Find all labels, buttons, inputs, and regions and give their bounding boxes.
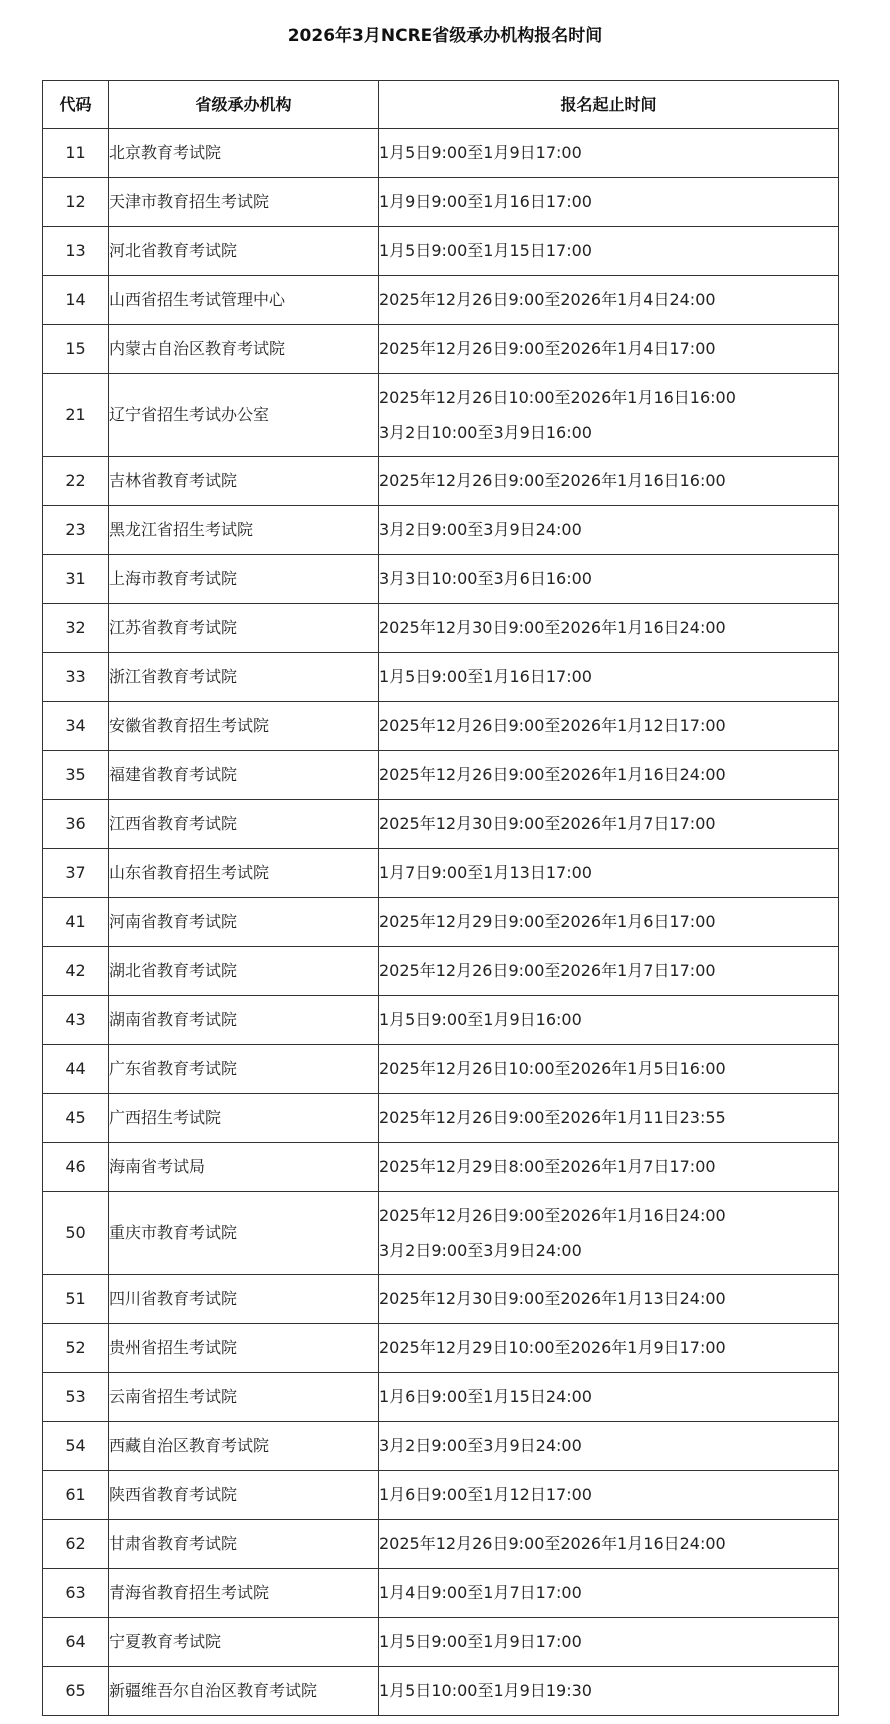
time-range: 2025年12月30日9:00至2026年1月7日17:00 — [379, 814, 716, 833]
time-range: 2025年12月26日10:00至2026年1月5日16:00 — [379, 1059, 726, 1078]
cell-code: 21 — [43, 374, 109, 457]
cell-code: 33 — [43, 653, 109, 702]
time-range: 2025年12月30日9:00至2026年1月16日24:00 — [379, 618, 726, 637]
time-range: 2025年12月26日9:00至2026年1月7日17:00 — [379, 961, 716, 980]
cell-code: 46 — [43, 1143, 109, 1192]
cell-code: 50 — [43, 1192, 109, 1275]
time-range: 1月7日9:00至1月13日17:00 — [379, 863, 592, 882]
table-row — [43, 457, 839, 506]
time-range: 2025年12月26日9:00至2026年1月4日17:00 — [379, 339, 716, 358]
cell-org: 宁夏教育考试院 — [109, 1618, 379, 1667]
cell-time — [379, 1520, 839, 1569]
time-range: 1月9日9:00至1月16日17:00 — [379, 192, 592, 211]
table-row — [43, 653, 839, 702]
cell-org: 上海市教育考试院 — [109, 555, 379, 604]
table-body — [43, 129, 839, 1716]
cell-code: 32 — [43, 604, 109, 653]
cell-time — [379, 1192, 839, 1275]
time-range: 1月5日9:00至1月16日17:00 — [379, 667, 592, 686]
time-range: 1月5日9:00至1月9日17:00 — [379, 143, 582, 162]
cell-org: 山东省教育招生考试院 — [109, 849, 379, 898]
cell-time — [379, 227, 839, 276]
cell-code: 14 — [43, 276, 109, 325]
table-row — [43, 1422, 839, 1471]
cell-code: 53 — [43, 1373, 109, 1422]
table-row — [43, 1275, 839, 1324]
time-range: 2025年12月26日9:00至2026年1月16日24:00 — [379, 765, 726, 784]
time-range: 2025年12月26日9:00至2026年1月16日16:00 — [379, 471, 726, 490]
table-row — [43, 702, 839, 751]
cell-code: 64 — [43, 1618, 109, 1667]
table-row — [43, 555, 839, 604]
cell-org: 吉林省教育考试院 — [109, 457, 379, 506]
time-range: 2025年12月30日9:00至2026年1月13日24:00 — [379, 1289, 726, 1308]
table-row — [43, 506, 839, 555]
time-range: 2025年12月26日9:00至2026年1月12日17:00 — [379, 716, 726, 735]
cell-time — [379, 129, 839, 178]
cell-code: 13 — [43, 227, 109, 276]
cell-code: 35 — [43, 751, 109, 800]
cell-code: 23 — [43, 506, 109, 555]
time-range: 2025年12月29日8:00至2026年1月7日17:00 — [379, 1157, 716, 1176]
cell-time — [379, 1471, 839, 1520]
time-range: 3月2日9:00至3月9日24:00 — [379, 1436, 582, 1455]
cell-org: 湖南省教育考试院 — [109, 996, 379, 1045]
time-range: 1月6日9:00至1月12日17:00 — [379, 1485, 592, 1504]
table-row — [43, 996, 839, 1045]
cell-time — [379, 1667, 839, 1716]
cell-org: 四川省教育考试院 — [109, 1275, 379, 1324]
cell-time — [379, 555, 839, 604]
table-row — [43, 1324, 839, 1373]
cell-org: 湖北省教育考试院 — [109, 947, 379, 996]
cell-org: 广西招生考试院 — [109, 1094, 379, 1143]
time-range: 1月4日9:00至1月7日17:00 — [379, 1583, 582, 1602]
page-title: 2026年3月NCRE省级承办机构报名时间 — [287, 26, 603, 46]
cell-org: 山西省招生考试管理中心 — [109, 276, 379, 325]
cell-time — [379, 800, 839, 849]
time-range: 2025年12月29日10:00至2026年1月9日17:00 — [379, 1338, 726, 1357]
cell-code: 15 — [43, 325, 109, 374]
cell-org: 海南省考试局 — [109, 1143, 379, 1192]
cell-code: 42 — [43, 947, 109, 996]
cell-code: 12 — [43, 178, 109, 227]
table-row — [43, 1471, 839, 1520]
table-row — [43, 374, 839, 457]
table-row — [43, 129, 839, 178]
cell-code: 34 — [43, 702, 109, 751]
cell-time — [379, 898, 839, 947]
table-row — [43, 800, 839, 849]
cell-org: 广东省教育考试院 — [109, 1045, 379, 1094]
cell-org: 河南省教育考试院 — [109, 898, 379, 947]
time-range: 1月5日9:00至1月9日17:00 — [379, 1632, 582, 1651]
cell-org: 北京教育考试院 — [109, 129, 379, 178]
time-range: 2025年12月26日9:00至2026年1月4日24:00 — [379, 290, 716, 309]
cell-time — [379, 751, 839, 800]
table-row — [43, 1192, 839, 1275]
registration-table — [42, 80, 839, 1716]
cell-org: 黑龙江省招生考试院 — [109, 506, 379, 555]
table-row — [43, 325, 839, 374]
cell-org: 甘肃省教育考试院 — [109, 1520, 379, 1569]
cell-time — [379, 996, 839, 1045]
cell-org: 福建省教育考试院 — [109, 751, 379, 800]
cell-time — [379, 1143, 839, 1192]
cell-time — [379, 276, 839, 325]
cell-time — [379, 1094, 839, 1143]
cell-org: 西藏自治区教育考试院 — [109, 1422, 379, 1471]
table-row — [43, 1520, 839, 1569]
cell-time — [379, 1373, 839, 1422]
cell-time — [379, 1422, 839, 1471]
time-range: 3月2日9:00至3月9日24:00 — [379, 520, 582, 539]
cell-org: 云南省招生考试院 — [109, 1373, 379, 1422]
cell-org: 河北省教育考试院 — [109, 227, 379, 276]
cell-org: 天津市教育招生考试院 — [109, 178, 379, 227]
cell-code: 36 — [43, 800, 109, 849]
cell-code: 51 — [43, 1275, 109, 1324]
cell-org: 安徽省教育招生考试院 — [109, 702, 379, 751]
cell-code: 22 — [43, 457, 109, 506]
cell-code: 37 — [43, 849, 109, 898]
time-range: 3月3日10:00至3月6日16:00 — [379, 569, 592, 588]
table-row — [43, 1143, 839, 1192]
cell-org: 重庆市教育考试院 — [109, 1192, 379, 1275]
header-time: 报名起止时间 — [379, 81, 839, 129]
cell-org: 贵州省招生考试院 — [109, 1324, 379, 1373]
cell-time — [379, 653, 839, 702]
cell-time — [379, 178, 839, 227]
cell-org: 青海省教育招生考试院 — [109, 1569, 379, 1618]
cell-code: 31 — [43, 555, 109, 604]
header-code: 代码 — [43, 81, 109, 129]
table-row — [43, 1618, 839, 1667]
cell-org: 浙江省教育考试院 — [109, 653, 379, 702]
time-range: 2025年12月26日10:00至2026年1月16日16:00 — [379, 388, 736, 407]
cell-org: 内蒙古自治区教育考试院 — [109, 325, 379, 374]
table-row — [43, 227, 839, 276]
cell-time — [379, 947, 839, 996]
time-range: 2025年12月26日9:00至2026年1月11日23:55 — [379, 1108, 726, 1127]
header-org: 省级承办机构 — [109, 81, 379, 129]
cell-time — [379, 1569, 839, 1618]
time-range: 3月2日10:00至3月9日16:00 — [379, 423, 592, 442]
cell-time — [379, 506, 839, 555]
time-range: 2025年12月26日9:00至2026年1月16日24:00 — [379, 1534, 726, 1553]
time-range: 2025年12月26日9:00至2026年1月16日24:00 — [379, 1206, 726, 1225]
cell-org: 辽宁省招生考试办公室 — [109, 374, 379, 457]
time-range: 1月6日9:00至1月15日24:00 — [379, 1387, 592, 1406]
cell-time — [379, 702, 839, 751]
cell-code: 45 — [43, 1094, 109, 1143]
cell-code: 63 — [43, 1569, 109, 1618]
cell-code: 44 — [43, 1045, 109, 1094]
table-row — [43, 1094, 839, 1143]
table-row — [43, 1373, 839, 1422]
table-row — [43, 1569, 839, 1618]
cell-time — [379, 457, 839, 506]
table-row — [43, 276, 839, 325]
cell-org: 陕西省教育考试院 — [109, 1471, 379, 1520]
time-range: 3月2日9:00至3月9日24:00 — [379, 1241, 582, 1260]
time-range: 1月5日10:00至1月9日19:30 — [379, 1681, 592, 1700]
cell-time — [379, 325, 839, 374]
cell-time — [379, 1045, 839, 1094]
table-row — [43, 947, 839, 996]
cell-time — [379, 604, 839, 653]
cell-time — [379, 849, 839, 898]
time-range: 2025年12月29日9:00至2026年1月6日17:00 — [379, 912, 716, 931]
table-row — [43, 1045, 839, 1094]
table-row — [43, 178, 839, 227]
cell-org: 江西省教育考试院 — [109, 800, 379, 849]
cell-org: 江苏省教育考试院 — [109, 604, 379, 653]
cell-time — [379, 374, 839, 457]
cell-time — [379, 1324, 839, 1373]
cell-code: 41 — [43, 898, 109, 947]
cell-code: 11 — [43, 129, 109, 178]
cell-code: 65 — [43, 1667, 109, 1716]
table-row — [43, 1667, 839, 1716]
table-row — [43, 604, 839, 653]
time-range: 1月5日9:00至1月15日17:00 — [379, 241, 592, 260]
cell-time — [379, 1618, 839, 1667]
cell-org: 新疆维吾尔自治区教育考试院 — [109, 1667, 379, 1716]
cell-time — [379, 1275, 839, 1324]
table-row — [43, 751, 839, 800]
cell-code: 62 — [43, 1520, 109, 1569]
table-row — [43, 898, 839, 947]
table-header-row — [43, 81, 839, 129]
cell-code: 61 — [43, 1471, 109, 1520]
table-row — [43, 849, 839, 898]
time-range: 1月5日9:00至1月9日16:00 — [379, 1010, 582, 1029]
cell-code: 52 — [43, 1324, 109, 1373]
cell-code: 43 — [43, 996, 109, 1045]
cell-code: 54 — [43, 1422, 109, 1471]
